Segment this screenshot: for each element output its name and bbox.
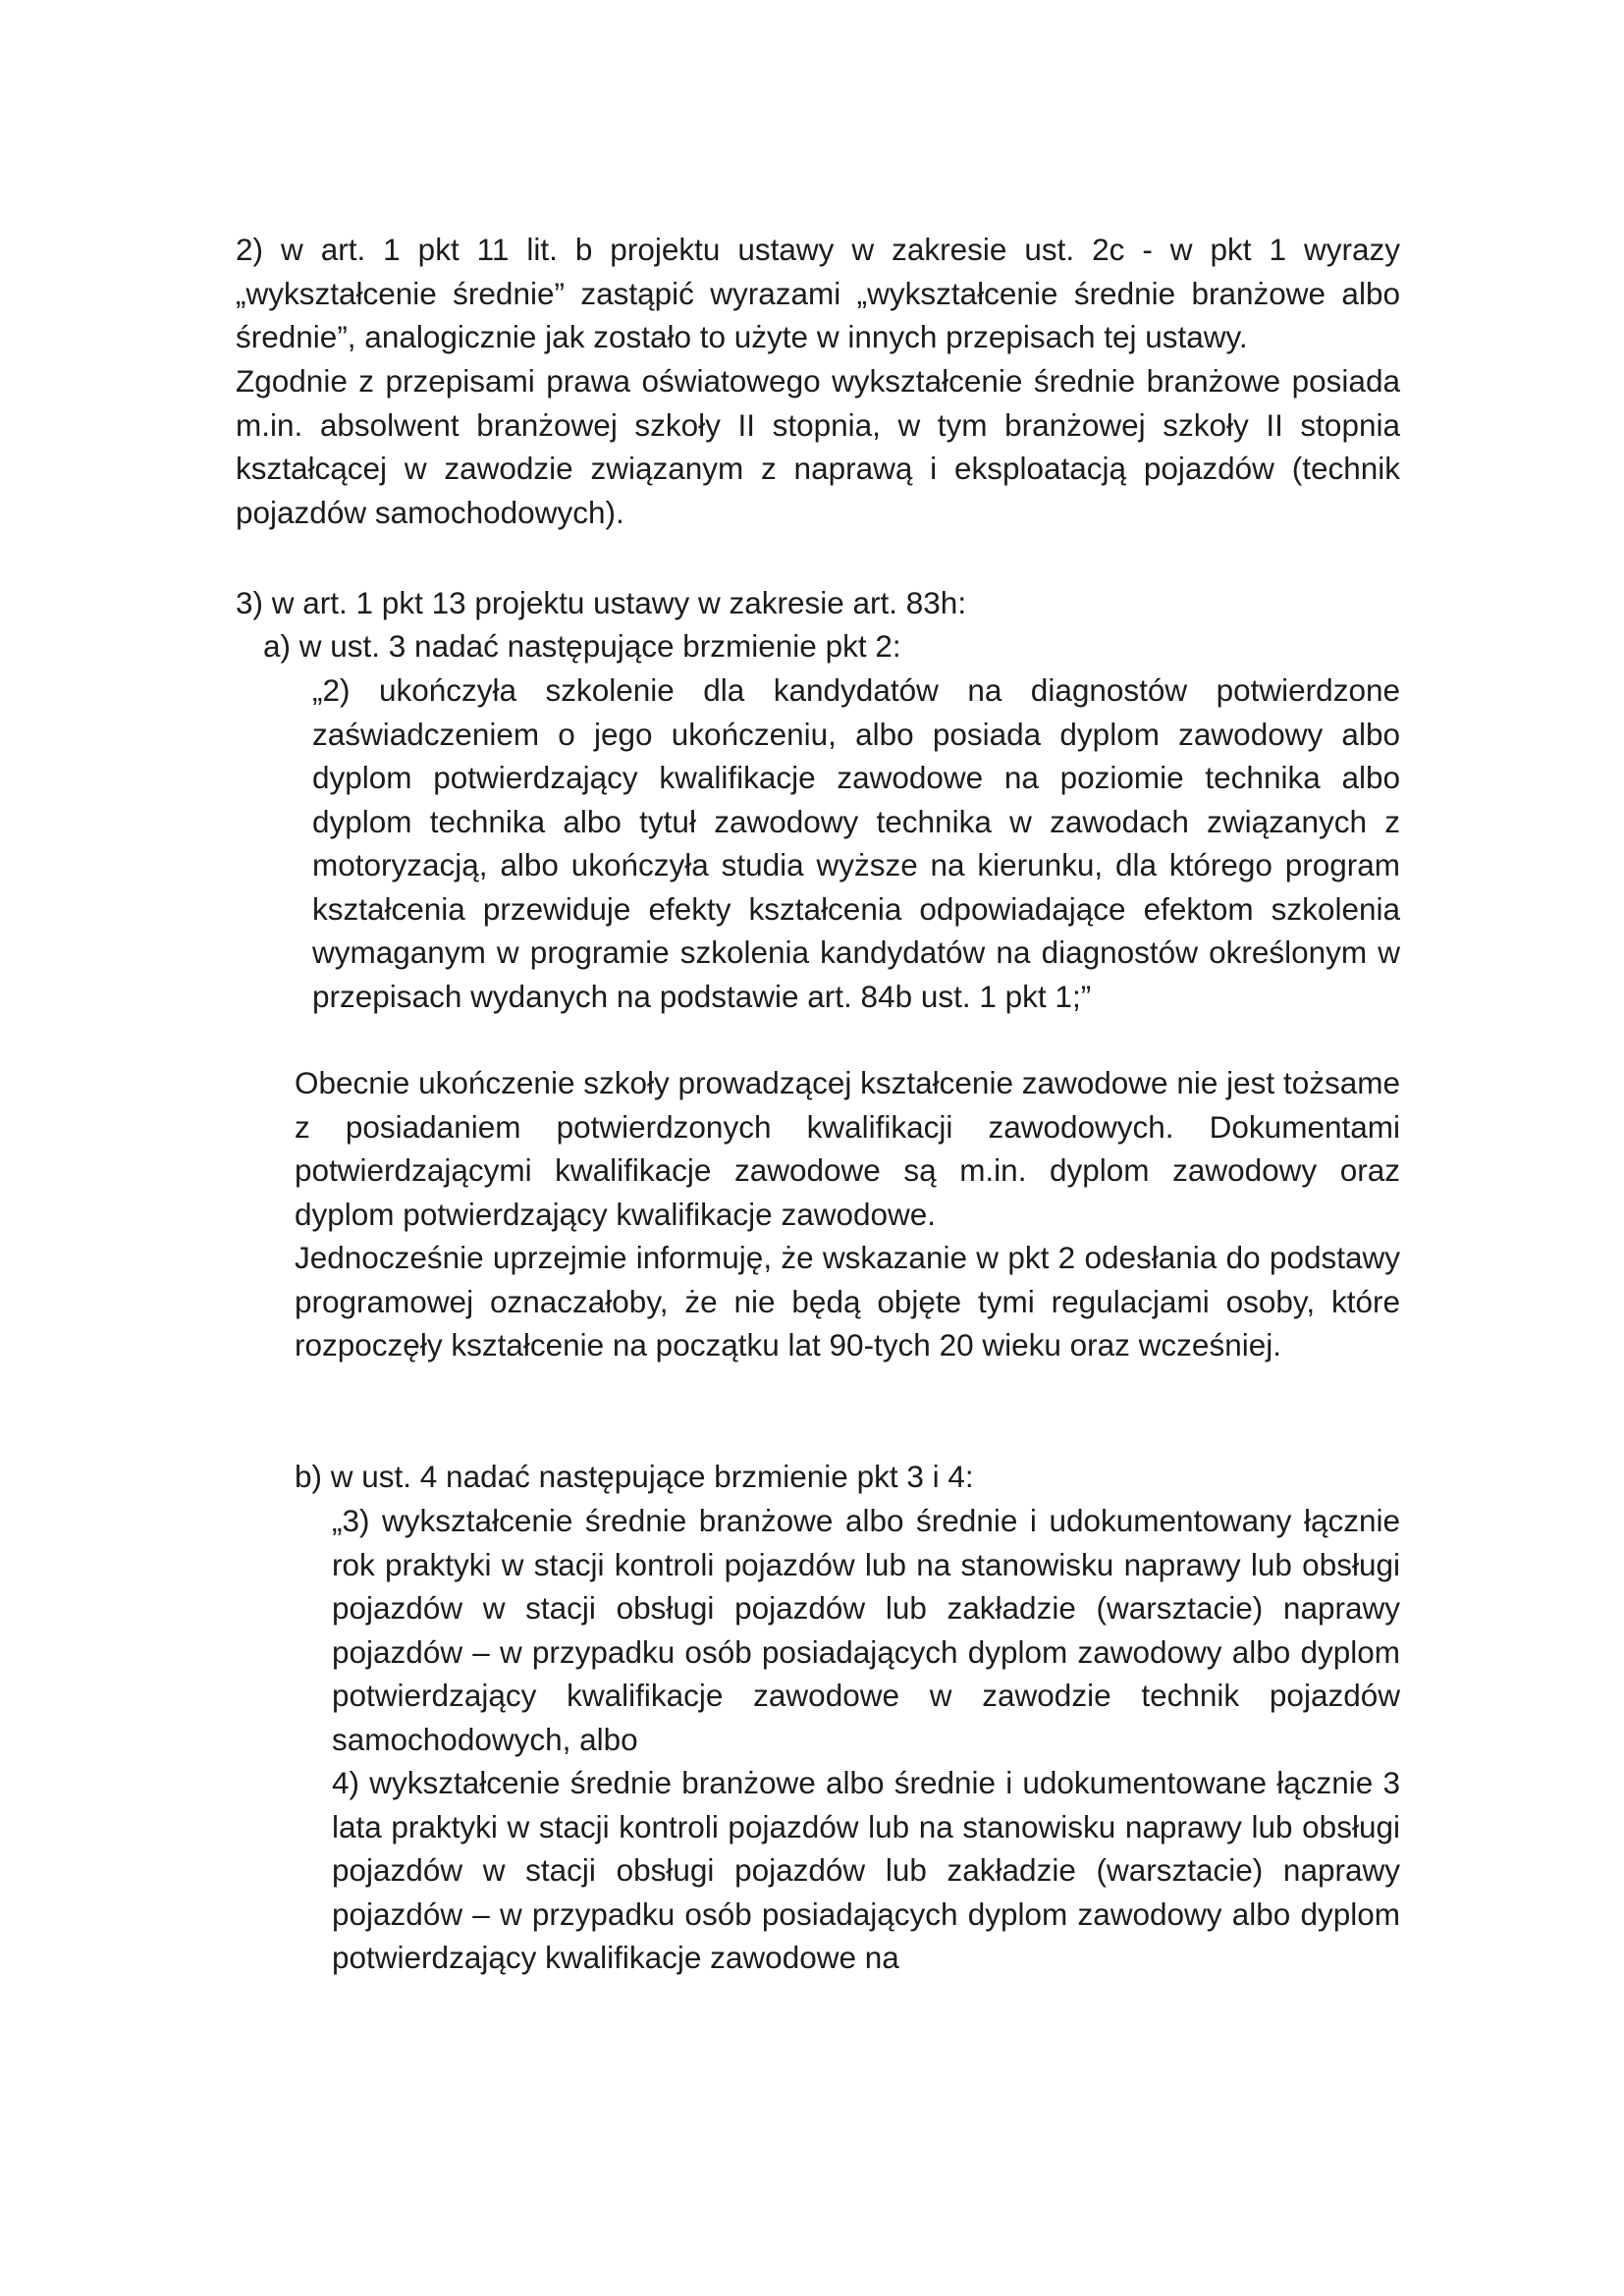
item-3a-comment: Obecnie ukończenie szkoły prowadzącej kształcenie zawodowe nie jest tożsame z posiadaniem potwierdzonych kwalifikacji zawodowych. Dokumentami potwierdzającymi kwalifikacje zawodowe są m.in. dyplom zawodowy oraz dyplom potwierdzający kwalifikacje zawodowe. [295, 1065, 1400, 1232]
item-3a-heading: a) w ust. 3 nadać następujące brzmienie pkt 2: [263, 628, 901, 664]
item-2-explanation: Zgodnie z przepisami prawa oświatowego wykształcenie średnie branżowe posiada m.in. absolwent branżowej szkoły II stopnia, w tym branżowej szkoły II stopnia kształcącej w zawodzie związanym z naprawą i eksploatacją pojazdów (technik pojazdów samochodowych). [236, 363, 1400, 530]
item-3b-heading: b) w ust. 4 nadać następujące brzmienie pkt 3 i 4: [295, 1459, 974, 1494]
item-3b-point-4: 4) wykształcenie średnie branżowe albo średnie i udokumentowane łącznie 3 lata praktyki w stacji kontroli pojazdów lub na stanowisku naprawy lub obsługi pojazdów w stacji obsługi pojazdów lub zakładzie (warsztacie) naprawy pojazdów – w przypadku osób posiadających dyplom zawodowy albo dyplom potwierdzający kwalifikacje zawodowe na [332, 1765, 1400, 1975]
item-3a-proposed-text: „2) ukończyła szkolenie dla kandydatów na diagnostów potwierdzone zaświadczeniem o jego ukończeniu, albo posiada dyplom zawodowy albo dyplom potwierdzający kwalifikacje zawodowe na poziomie technika albo dyplom technika albo tytuł zawodowy technika w zawodach związanych z motoryzacją, albo ukończyła studia wyższe na kierunku, dla którego program kształcenia przewiduje efekty kształcenia odpowiadające efektom szkolenia wymaganym w programie szkolenia kandydatów na diagnostów określonym w przepisach wydanych na podstawie art. 84b ust. 1 pkt 1;” [312, 672, 1400, 1014]
item-2-paragraph: 2) w art. 1 pkt 11 lit. b projektu ustawy w zakresie ust. 2c - w pkt 1 wyrazy „wykształcenie średnie” zastąpić wyrazami „wykształcenie średnie branżowe albo średnie”, analogicznie jak zostało to użyte w innych przepisach tej ustawy. [236, 232, 1400, 354]
item-3b-point-3: „3) wykształcenie średnie branżowe albo średnie i udokumentowany łącznie rok praktyki w stacji kontroli pojazdów lub na stanowisku naprawy lub obsługi pojazdów w stacji obsługi pojazdów lub zakładzie (warsztacie) naprawy pojazdów – w przypadku osób posiadających dyplom zawodowy albo dyplom potwierdzający kwalifikacje zawodowe w zawodzie technik pojazdów samochodowych, albo [332, 1503, 1400, 1757]
item-3a-comment-2: Jednocześnie uprzejmie informuję, że wskazanie w pkt 2 odesłania do podstawy programowej oznaczałoby, że nie będą objęte tymi regulacjami osoby, które rozpoczęły kształcenie na początku lat 90-tych 20 wieku oraz wcześniej. [295, 1240, 1400, 1362]
item-3-heading: 3) w art. 1 pkt 13 projektu ustawy w zakresie art. 83h: [236, 585, 967, 620]
